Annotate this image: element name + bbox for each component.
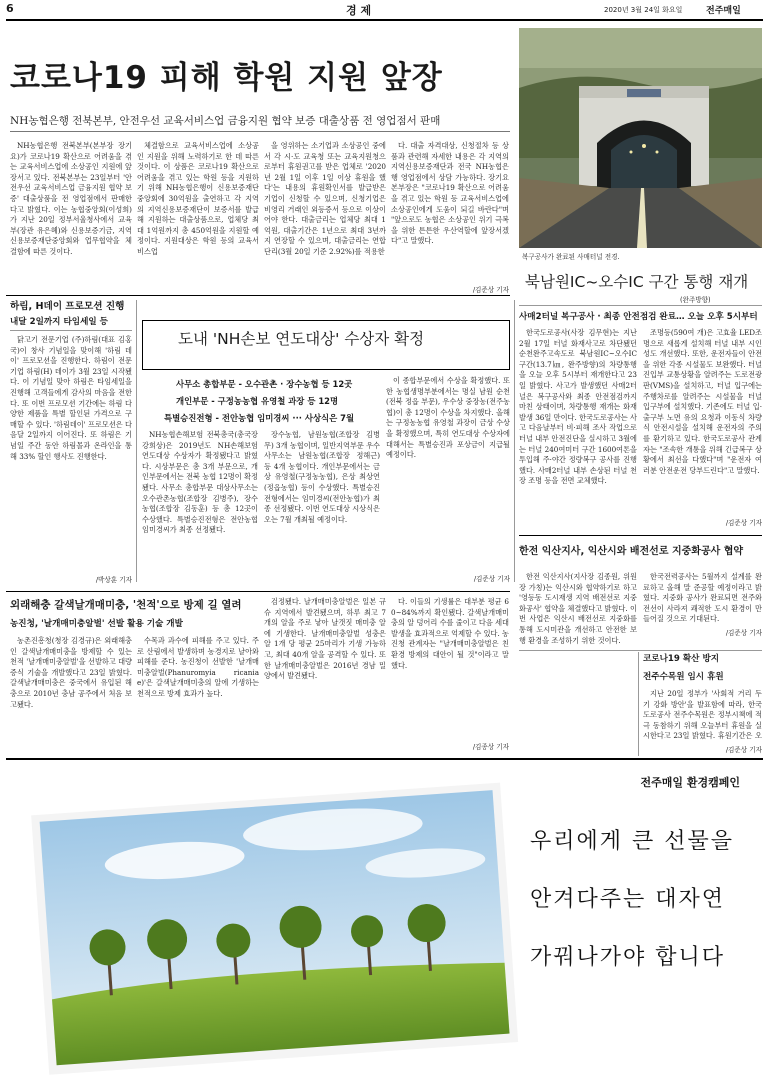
harim-byline: /박상훈 기자 (95, 576, 132, 584)
right2-bottom-rule (519, 650, 762, 651)
bottom-right-byline: /김준상 기자 (725, 746, 762, 754)
right1-col-1-text: 한국도로공사(사장 김무현)는 지난 2월 17일 터널 화재사고로 차단됐던 순천완주고속도로 북남원IC~오수IC 구간(13.7㎞, 완주방향)의 차량통행을 오늘 오후 5시부터 재개한다고 23일 밝혔다. 사고가 발생했던 사매2터널은 복구공사와 최종 안전점검까지 마친 상태이며, 차량통행 재개는 화재 발생 36일 만이다. 한국도로공사는 사고 다음날부터 비·피해 조사 작업으로 터널 내부 안전진단을 실시하고 3월에는 터널 240여미터 구간 1600여톤을 투입해 주·야간 정량복구 공사를 진행했다. 사매2터널 내부 손상된 터널 천장 조명 등을 전면 교체했다. (519, 328, 637, 486)
center-headline: 도내 'NH손보 연도대상' 수상자 확정 (178, 330, 425, 348)
right2-col-1-text: 한전 익산지사(지사장 김종원, 위원장 가칭)는 익산시와 협약하기로 하고 '영등동 도시재생 지역 배전선로 지중화공사' 협약을 체결했다고 밝혔다. 이번 사업은 익산시 배전선로 지중화를 통해 도시미관을 개선하고 안전한 보행 환경을 조성하기 위한 것이다. (519, 572, 637, 645)
harim-subhead-rule (10, 330, 132, 331)
lead-col-1-text: NH농협은행 전북본부(본부장 장기요)가 코로나19 확산으로 어려움을 겪는 교육서비스업에 소상공인 지원에 앞장서고 있다. 전북본부는 23일부터 '안전우선 교육서비스업 금융지원 협약 보증' 대출상품을 전 영업점에서 판매한다고 밝혔다. 이는 농협중앙회(이성희)가 지난 20일 정부서울청사에서 교육부(장관 유은혜)와 신용보증기금, 지역신용보증재단중앙회와 업무협약을 체결함에 따른 것이다. (10, 141, 132, 256)
bottom-right-subhead: 전주수목원 임시 휴원 (643, 672, 724, 682)
campaign-line-2: 안겨다주는 대자연 (530, 887, 726, 912)
page-header (6, 2, 763, 18)
center-col-3 (386, 376, 510, 572)
campaign-line-3: 가꿔나가야 합니다 (530, 945, 726, 970)
paper-name: 전주매일 (706, 6, 741, 16)
center-col-2 (264, 430, 380, 578)
tunnel-photo-caption: 복구공사가 완료된 사매터널 전경. (522, 253, 620, 261)
center-col-3-text: 이 종합부문에서 수상을 확정했다. 또한 농협생명부분에서는 명실 남원 순천(전북 정읍 부문), 우수상 중장농(전주농협)이 총 12명이 수상을 차지했다. 올해는 구정농농협 유영철 과장이 금상 수상을 확정했으며, 특히 연도대상 수상자에 대해서는 특별승진과 포상금이 지급될 예정이다. (386, 376, 510, 460)
bottom-left-top-rule (6, 591, 510, 592)
campaign-ad (10, 764, 762, 1084)
bottom-left-col-4 (391, 597, 509, 737)
right2-col-2 (643, 572, 762, 624)
header-rule (6, 19, 763, 21)
bottom-left-col-1-text: 농촌진흥청(청장 김경규)은 외래해충인 갈색날개매미충을 방제할 수 있는 천적 '날개매미충알벌'을 선발하고 대량 증식 기술을 개발했다고 23일 밝혔다. 갈색날개매미충은 중국에서 유입된 해충으로 2010년 충남 공주에서 처음 보고됐다. (10, 636, 132, 709)
center-award-3: 특별승진전형 - 전안농협 임미경씨 ··· 사상식은 7월 (164, 413, 355, 423)
campaign-landscape (10, 764, 762, 1084)
right1-kicker-rule-top (519, 305, 762, 306)
harim-body-text: 닭고기 전문기업 (주)하림(대표 김홍국)이 창사 기념일을 맞이해 '하림 데이' 프로모션을 진행한다. 하림이 전문기업 하림(H) 데이가 3월 23일 시작됐다. 이 기념일 맞아 하림은 타임세일을 진행해 고객들에게 감사의 마음을 전한다. 또 이번 프로모션 기간에는 하림 다양한 제품을 특별 할인된 가격으로 구매할 수 있다. '하림데이' 프로모션은 다음달 2일까지 이어진다. 또 하림은 기념일 주간 동안 하림몰과 온라인을 통해 33% 할인 행사도 진행한다. (10, 335, 132, 461)
bottom-right-body-text: 지난 20일 정부가 '사회적 거리 두기 강화 방안'을 발표함에 따라, 한국도로공사 전주수목원은 정부시책에 적극 동참하기 위해 오늘부터 휴원을 실시한다고 23일 밝혔다. 휴원기간은 오 (643, 689, 762, 741)
campaign-label: 전주매일 환경캠페인 (640, 776, 740, 789)
lead-col-4-text: 다. 대출 자격대상, 신청절차 등 상품과 관련해 자세한 내용은 각 지역의 지역신용보증재단과 전국 NH농협은행 영업점에서 상담 가능하다. 장기요 본부장은 "코로나19 확산으로 어려움을 겪고 있는 학원 등 교육서비스업에 소상공인에게 도움이 되길 바란다"며 "앞으로도 농협은 소상공인 위기 극복을 위한 튼튼한 우산역할에 앞장서겠다"고 말했다. (391, 141, 509, 246)
harim-body (10, 335, 132, 570)
bottom-left-byline: /김종상 기자 (472, 743, 509, 751)
right1-col-1 (519, 328, 637, 528)
right2-headline: 한전 익산지사, 익산시와 배전선로 지중화공사 협약 (519, 546, 744, 557)
bottom-left-col-3-text: 검정됐다. 날개매미충알벌은 일본 규슈 지역에서 발견됐으며, 하루 최고 7개의 알을 주로 낳아 날갯짓 매미충 알에 기생한다. 날개매미충알벌 성충은 알 1개 당 평균 25마리가 기생 가능하고, 최대 40개 알을 공격할 수 있다. 또한 날개매미충알벌은 2016년 경남 밀양에서 발견됐다. (264, 597, 386, 681)
lead-subhead-rule (10, 131, 510, 132)
tunnel-photo (519, 28, 762, 248)
bottom-left-subhead: 농진청, '날개매미충알벌' 선발 활용 기술 개발 (10, 619, 183, 629)
right1-col-2-text: 조명등(590여 개)은 고효율 LED조명으로 새롭게 설치해 터널 내부 시인성도 개선했다. 또한, 운전자들이 안전을 위한 각종 시설물도 보완했다. 터널 진입부 교통상황을 알려주는 도로전광판(VMS)을 설치하고, 터널 입구에는 주행차로를 알려주는 시설물을 터널 입구부에 설치했다. 기존에도 터널 입·출구부 노면 유의 요청과 이동식 차량식 안전시설을 설치해 운전자의 주의를 환기하고 있다. 한국도로공사 관계자는 "조속한 개통을 위해 긴급복구 상황에서 최선을 다했다"며 "운전자 여러분 안전운전 당부드린다"고 말했다. (643, 328, 762, 475)
center-award-2: 개인부문 - 구정농농협 유영철 과장 등 12명 (176, 396, 339, 406)
bottom-left-col-2 (137, 636, 259, 748)
bottom-right-headline: 코로나19 확산 방지 (643, 654, 720, 664)
lead-col-4 (391, 141, 509, 281)
lead-headline: 코로나19 피해 학원 지원 앞장 (10, 60, 443, 96)
bottom-left-col-2-text: 수목과 과수에 피해를 주고 있다. 주로 산림에서 발생하며 농경지로 날아와 피해를 준다. 농진청이 선발한 '날개매미충알벌(Phanuromyia ricaniae)'은 갈색날개매미충의 알에 기생하는 천적으로 방제 효과가 높다. (137, 636, 259, 698)
right2-col-1 (519, 572, 637, 652)
center-col-2-text: 장수농협, 남원농협(조합장 김병무) 3개 농협이며, 일반지역부문 우수사무소는 남원농협(조합장 정해근) 등 4개 농협이다. 개인부문에서는 금상 유영철(구정농농협), 은상 최상연(정읍농협) 등이 수상했다. 특별승진전형에서는 임미경씨(전안농협)가 최종 선정됐다. 이번 연도대상 시상식은 오는 7월 개최될 예정이다. (264, 430, 380, 524)
right1-bottom-rule (519, 535, 762, 536)
campaign-line-1: 우리에게 큰 선물을 (530, 829, 735, 854)
harim-divider (136, 300, 137, 582)
right1-kicker: 사매2터널 복구공사 · 최종 안전점검 완료… 오늘 오후 5시부터 (519, 312, 758, 322)
lead-byline: /김준상 기자 (472, 286, 509, 294)
right2-col-2-text: 한국전력공사는 5월까지 설계를 완료하고 올해 말 준공할 예정이라고 밝혔다. 지중화 공사가 완료되면 전주와 전선이 사라져 쾌적한 도시 환경이 만들어질 것으로 기대된다. (643, 572, 762, 624)
lead-col-3 (264, 141, 386, 275)
bottom-right-body (643, 689, 762, 741)
bottom-left-col-1 (10, 636, 132, 748)
campaign-top-rule (6, 758, 763, 760)
harim-headline: 하림, H데이 프로모션 진행 (10, 301, 125, 312)
left-mid-top-rule (6, 295, 510, 296)
center-col-1 (142, 430, 258, 578)
right1-subhead: (완주방향) (680, 296, 711, 304)
page-number: 6 (6, 2, 14, 15)
center-award-1: 사무소 총합부문 - 오수관촌 · 장수농협 등 12곳 (176, 379, 353, 389)
bottom-left-headline: 외래해충 갈색날개매미충, '천적'으로 방제 길 열려 (10, 599, 242, 611)
lead-col-3-text: 을 영위하는 소기업과 소상공인 중에서 각 시·도 교육청 또는 교육지원청으로부터 휴원권고를 받은 업체로 '2020년 2월 1일 이후 1일 이상 휴원을 했다'는 내용의 휴원확인서를 발급받은 기업이 신청할 수 있으며, 신청기업은 비영리 거래인 외등증서 등으로 이상이어야 한다. 대출금리는 업체당 최대 1억원, 대출기간은 1년으로 최대 3년까지 연장할 수 있으며, 대출금리는 연합단리(3월 20일 기준 2.92%)를 적용한 (264, 141, 386, 256)
bottom-left-col-3 (264, 597, 386, 747)
center-byline: /김준상 기자 (473, 575, 510, 583)
bottom-left-col-4-text: 다. 이들의 기생률은 대부분 평균 60~84%까지 확인됐다. 갈색날개매미충의 알 덩어리 수를 줄이고 다음 세대 발생을 효과적으로 억제할 수 있다. 농진청 관계자는 "날개매미충알벌은 친환경 방제의 대안이 될 것"이라고 말했다. (391, 597, 509, 670)
harim-subhead: 내달 2일까지 타임세일 등 (10, 317, 108, 327)
lead-col-1 (10, 141, 132, 275)
lead-col-2-text: 체결함으로 교육서비스업에 소상공인 지원을 위해 노력하기로 한 데 따른 것이다. 이 상품은 코로나19 확산으로 어려움을 겪고 있는 학원 등을 지원하기 위해 NH농협은행이 신용보증재단중앙회에 30억원을 출연하고 각 지역의 지역신용보증재단이 보증서를 발급해 지원하는 대출상품으로, 업체당 최대 1억원까지 총 450억원을 지원할 예정이다. 지원대상은 학원 등의 교육서비스업 (137, 141, 259, 256)
center-col-1-text: NH농협손해보험 전북총국(총국장 강희상)은 2019년도 NH손해보험 연도대상 수상자가 확정됐다고 밝혔다. 시상부문은 총 3개 부문으로, 개인부문에서는 전북 농협 12명이 확정됐다. 사무소 총합부문 대상사무소는 오수관촌농협(조합장 김병주), 장수농협(조합장 김동훈) 등 총 12곳이 수상했다. 특별승진전형은 전안농협 임미경씨가 최종 선정됐다. (142, 430, 258, 535)
right-area-divider (638, 652, 639, 756)
right2-byline: /김준상 기자 (725, 629, 762, 637)
section-title: 경 제 (346, 4, 372, 17)
center-right-divider (514, 300, 515, 582)
issue-date: 2020년 3월 24일 화요일 (604, 6, 683, 14)
right1-col-2 (643, 328, 762, 516)
right1-headline: 북남원IC~오수IC 구간 통행 재개 (525, 273, 749, 291)
lead-subhead: NH농협은행 전북본부, 안전우선 교육서비스업 금융지원 협약 보증 대출상품 전 영업점서 판매 (10, 115, 441, 127)
tunnel-photo-art (519, 28, 762, 248)
right1-byline: /김준상 기자 (725, 519, 762, 527)
lead-col-2 (137, 141, 259, 275)
